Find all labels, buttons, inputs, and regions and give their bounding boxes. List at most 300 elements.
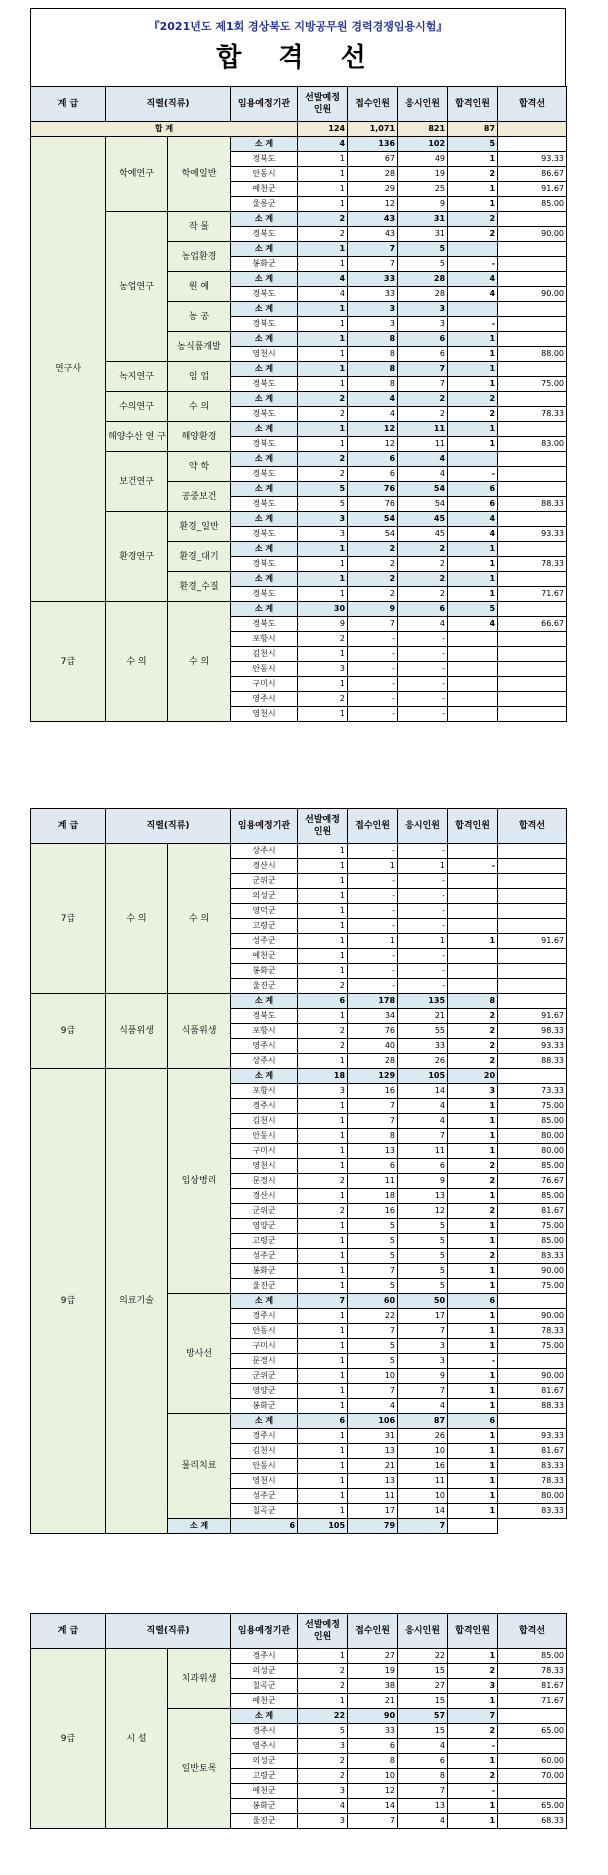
attended-cell: 11 <box>398 437 448 452</box>
agency-cell: 소 계 <box>231 212 298 227</box>
cutoff-cell <box>498 572 567 587</box>
agency-cell: 구미시 <box>231 677 298 692</box>
passed-cell: 7 <box>398 1519 448 1534</box>
applied-cell: 43 <box>348 227 398 242</box>
cutoff-cell: 80.00 <box>498 1144 567 1159</box>
cutoff-cell <box>498 542 567 557</box>
planned-cell: 1 <box>298 257 348 272</box>
applied-cell: - <box>348 979 398 994</box>
passed-cell <box>448 662 498 677</box>
applied-cell: 6 <box>348 1159 398 1174</box>
document-title: 합 격 선 <box>216 43 380 73</box>
attended-cell: 17 <box>398 1309 448 1324</box>
cutoff-cell: 71.67 <box>498 587 567 602</box>
planned-cell: 1 <box>298 904 348 919</box>
cutoff-cell <box>498 392 567 407</box>
planned-cell: 6 <box>298 1414 348 1429</box>
planned-cell: 5 <box>298 482 348 497</box>
cutoff-cell: 81.67 <box>498 1444 567 1459</box>
agency-cell: 경산시 <box>231 1189 298 1204</box>
passed-cell: 2 <box>448 212 498 227</box>
attended-cell: 31 <box>398 227 448 242</box>
table-row <box>31 844 567 859</box>
applied-cell: 129 <box>348 1069 398 1084</box>
planned-cell: 1 <box>298 182 348 197</box>
cutoff-cell <box>448 1519 498 1534</box>
attended-cell: 4 <box>398 1099 448 1114</box>
subtotal-row <box>31 512 567 527</box>
agency-cell: 경북도 <box>231 227 298 242</box>
planned-cell: 1 <box>298 572 348 587</box>
header-attended: 응시인원 <box>398 1614 448 1649</box>
planned-cell: 1 <box>298 1354 348 1369</box>
applied-cell: 7 <box>348 1264 398 1279</box>
class-cell: 식품위생 <box>168 994 231 1069</box>
cutoff-cell <box>498 632 567 647</box>
class-cell: 학예일반 <box>168 137 231 212</box>
agency-cell: 영천시 <box>231 1159 298 1174</box>
passed-cell: 2 <box>448 392 498 407</box>
planned-cell: 1 <box>298 1429 348 1444</box>
agency-cell: 소 계 <box>231 392 298 407</box>
title-box <box>30 8 566 87</box>
cutoff-cell: 85.00 <box>498 1114 567 1129</box>
cutoff-cell: 78.33 <box>498 1474 567 1489</box>
agency-cell: 안동시 <box>231 1324 298 1339</box>
applied-cell: - <box>348 904 398 919</box>
attended-cell: 14 <box>398 1084 448 1099</box>
cutoff-cell <box>498 662 567 677</box>
applied-cell: 5 <box>348 1249 398 1264</box>
passed-cell: 2 <box>448 1769 498 1784</box>
subtotal-row <box>31 212 567 227</box>
agency-cell: 소 계 <box>231 602 298 617</box>
planned-cell: 1 <box>298 197 348 212</box>
agency-cell: 의성군 <box>231 889 298 904</box>
attended-cell: 7 <box>398 362 448 377</box>
planned-cell: 1 <box>298 949 348 964</box>
applied-cell: 8 <box>348 1754 398 1769</box>
passed-cell <box>448 904 498 919</box>
applied-cell: 33 <box>348 272 398 287</box>
planned-cell: 1 <box>298 1279 348 1294</box>
planned-cell: 1 <box>298 362 348 377</box>
agency-cell: 경주시 <box>231 1649 298 1664</box>
agency-cell: 영천시 <box>231 347 298 362</box>
passed-cell: 1 <box>448 362 498 377</box>
attended-cell: 10 <box>398 1444 448 1459</box>
attended-cell: 54 <box>398 482 448 497</box>
planned-cell: 1 <box>298 557 348 572</box>
series-cell: 수 의 <box>106 844 168 994</box>
agency-cell: 소 계 <box>231 272 298 287</box>
applied-cell: 8 <box>348 1129 398 1144</box>
passed-cell <box>448 844 498 859</box>
series-cell: 수의연구 <box>106 392 168 422</box>
attended-cell: 2 <box>398 542 448 557</box>
planned-cell: 3 <box>298 1084 348 1099</box>
passed-cell: 1 <box>448 1474 498 1489</box>
applied-cell: 33 <box>348 1724 398 1739</box>
attended-cell: - <box>398 964 448 979</box>
header-agency: 임용예정기관 <box>231 809 298 844</box>
applied-cell: 5 <box>348 1279 398 1294</box>
attended-cell: 45 <box>398 527 448 542</box>
cutoff-cell: 93.33 <box>498 1039 567 1054</box>
agency-cell: 경북도 <box>231 437 298 452</box>
planned-cell: 2 <box>298 452 348 467</box>
cutoff-cell: 60.00 <box>498 1754 567 1769</box>
agency-cell: 예천군 <box>231 949 298 964</box>
cutoff-cell: 75.00 <box>498 377 567 392</box>
passed-cell: 1 <box>448 1649 498 1664</box>
planned-cell: 2 <box>298 692 348 707</box>
applied-cell: 76 <box>348 497 398 512</box>
agency-cell: 봉화군 <box>231 964 298 979</box>
planned-cell: 1 <box>298 377 348 392</box>
agency-cell: 경북도 <box>231 467 298 482</box>
attended-cell: 7 <box>398 377 448 392</box>
passed-cell: - <box>448 1354 498 1369</box>
attended-cell: - <box>398 889 448 904</box>
class-cell: 임상병리 <box>168 1069 231 1294</box>
attended-cell: 6 <box>398 332 448 347</box>
applied-cell: 18 <box>348 1189 398 1204</box>
planned-cell: 3 <box>298 512 348 527</box>
passed-cell: 1 <box>448 347 498 362</box>
applied-cell: 11 <box>348 1489 398 1504</box>
planned-cell: 5 <box>298 497 348 512</box>
passed-cell: 2 <box>448 1024 498 1039</box>
attended-cell: 5 <box>398 257 448 272</box>
header-passed: 합격인원 <box>448 87 498 122</box>
grade-cell: 9급 <box>31 994 106 1069</box>
series-cell: 수 의 <box>106 602 168 722</box>
agency-cell: 소 계 <box>231 242 298 257</box>
cutoff-cell: 83.33 <box>498 1249 567 1264</box>
planned-cell: 5 <box>298 1724 348 1739</box>
cutoff-cell <box>498 212 567 227</box>
cutoff-cell <box>498 677 567 692</box>
cutoff-cell: 65.00 <box>498 1724 567 1739</box>
applied-cell: 6 <box>348 1739 398 1754</box>
applied-cell: 7 <box>348 242 398 257</box>
applied-cell: 54 <box>348 527 398 542</box>
applied-cell: 11 <box>348 1174 398 1189</box>
agency-cell: 소 계 <box>231 302 298 317</box>
applied-cell: 16 <box>348 1204 398 1219</box>
applied-cell: 19 <box>348 1664 398 1679</box>
planned-cell: 2 <box>298 407 348 422</box>
table-header-row <box>31 87 567 122</box>
cutoff-cell: 83.33 <box>498 1504 567 1519</box>
attended-cell: - <box>398 904 448 919</box>
cutoff-cell <box>498 272 567 287</box>
cutoff-cell: 88.33 <box>498 1054 567 1069</box>
passed-cell <box>448 242 498 257</box>
agency-cell: 고령군 <box>231 1769 298 1784</box>
passed-cell: 1 <box>448 1114 498 1129</box>
grand-total-planned: 124 <box>298 122 348 137</box>
planned-cell: 9 <box>298 617 348 632</box>
attended-cell: 15 <box>398 1664 448 1679</box>
attended-cell: 3 <box>398 1354 448 1369</box>
applied-cell: 12 <box>348 197 398 212</box>
results-table-2 <box>30 808 567 1534</box>
passed-cell: - <box>448 257 498 272</box>
passed-cell: 1 <box>448 1264 498 1279</box>
grade-cell: 9급 <box>31 1649 106 1829</box>
planned-cell: 6 <box>298 994 348 1009</box>
agency-cell: 소 계 <box>231 1414 298 1429</box>
agency-cell: 고령군 <box>231 919 298 934</box>
applied-cell: 17 <box>348 1504 398 1519</box>
applied-cell: - <box>348 889 398 904</box>
agency-cell: 울진군 <box>231 979 298 994</box>
planned-cell: 1 <box>298 919 348 934</box>
applied-cell: 7 <box>348 617 398 632</box>
cutoff-cell: 78.33 <box>498 1664 567 1679</box>
attended-cell: - <box>398 949 448 964</box>
series-cell: 식품위생 <box>106 994 168 1069</box>
cutoff-cell: 85.00 <box>498 1189 567 1204</box>
applied-cell: 28 <box>348 167 398 182</box>
agency-cell: 문경시 <box>231 1354 298 1369</box>
agency-cell: 봉화군 <box>231 257 298 272</box>
planned-cell: 1 <box>298 347 348 362</box>
attended-cell: 31 <box>398 212 448 227</box>
header-grade: 계 급 <box>31 809 106 844</box>
agency-cell: 영천시 <box>231 707 298 722</box>
passed-cell: 1 <box>448 1489 498 1504</box>
attended-cell: 6 <box>398 1754 448 1769</box>
cutoff-cell <box>498 859 567 874</box>
cutoff-cell: 83.00 <box>498 437 567 452</box>
agency-cell: 칠곡군 <box>231 1679 298 1694</box>
agency-cell: 봉화군 <box>231 1799 298 1814</box>
applied-cell: 9 <box>348 602 398 617</box>
series-cell: 녹지연구 <box>106 362 168 392</box>
planned-cell: 3 <box>298 1784 348 1799</box>
agency-cell: 경주시 <box>231 1309 298 1324</box>
attended-cell: 12 <box>398 1204 448 1219</box>
planned-cell: 2 <box>298 1664 348 1679</box>
attended-cell: - <box>398 844 448 859</box>
grade-cell: 7급 <box>31 602 106 722</box>
cutoff-cell <box>498 257 567 272</box>
cutoff-cell: 85.00 <box>498 197 567 212</box>
cutoff-cell <box>498 904 567 919</box>
cutoff-cell: 81.67 <box>498 1384 567 1399</box>
attended-cell: 7 <box>398 1384 448 1399</box>
agency-cell: 소 계 <box>231 1069 298 1084</box>
cutoff-cell: 85.00 <box>498 1649 567 1664</box>
agency-cell: 영천시 <box>231 1474 298 1489</box>
cutoff-cell <box>498 452 567 467</box>
cutoff-cell: 81.67 <box>498 1679 567 1694</box>
cutoff-cell <box>498 512 567 527</box>
agency-cell: 영주시 <box>231 692 298 707</box>
cutoff-cell <box>498 242 567 257</box>
passed-cell: 2 <box>448 1039 498 1054</box>
class-cell: 공중보건 <box>168 482 231 512</box>
attended-cell: - <box>398 919 448 934</box>
attended-cell: 8 <box>398 1769 448 1784</box>
agency-cell: 봉화군 <box>231 1264 298 1279</box>
applied-cell: - <box>348 662 398 677</box>
header-planned: 선발예정 인원 <box>298 1614 348 1649</box>
agency-cell: 소 계 <box>231 422 298 437</box>
agency-cell: 성주군 <box>231 1489 298 1504</box>
attended-cell: 5 <box>398 1264 448 1279</box>
attended-cell: 22 <box>398 1649 448 1664</box>
series-cell: 보건연구 <box>106 452 168 512</box>
applied-cell: 21 <box>348 1459 398 1474</box>
attended-cell: - <box>398 632 448 647</box>
attended-cell: 3 <box>398 302 448 317</box>
passed-cell: 5 <box>448 602 498 617</box>
subtotal-row <box>31 137 567 152</box>
cutoff-cell: 88.00 <box>498 347 567 362</box>
planned-cell: 2 <box>298 467 348 482</box>
cutoff-cell <box>498 979 567 994</box>
passed-cell: 1 <box>448 1429 498 1444</box>
cutoff-cell: 90.00 <box>498 1264 567 1279</box>
applied-cell: 5 <box>348 1354 398 1369</box>
applied-cell: 12 <box>348 1784 398 1799</box>
passed-cell: 1 <box>448 1189 498 1204</box>
results-table-1 <box>30 86 567 722</box>
agency-cell: 경북도 <box>231 152 298 167</box>
applied-cell: 29 <box>348 182 398 197</box>
applied-cell: 13 <box>348 1444 398 1459</box>
applied-cell: 8 <box>348 362 398 377</box>
class-cell: 수 의 <box>168 392 231 422</box>
passed-cell: 6 <box>448 1294 498 1309</box>
applied-cell: 5 <box>348 1339 398 1354</box>
passed-cell: 1 <box>448 587 498 602</box>
passed-cell: 1 <box>448 1444 498 1459</box>
agency-cell: 예천군 <box>231 1784 298 1799</box>
attended-cell: 26 <box>398 1429 448 1444</box>
passed-cell: 4 <box>448 287 498 302</box>
passed-cell <box>448 949 498 964</box>
agency-cell: 소 계 <box>231 1294 298 1309</box>
planned-cell: 1 <box>298 1249 348 1264</box>
cutoff-cell <box>498 362 567 377</box>
attended-cell: 55 <box>398 1024 448 1039</box>
class-cell: 환경_대기 <box>168 542 231 572</box>
applied-cell: 7 <box>348 1324 398 1339</box>
cutoff-cell: 75.00 <box>498 1099 567 1114</box>
applied-cell: 7 <box>348 1814 398 1829</box>
applied-cell: 4 <box>348 1399 398 1414</box>
passed-cell: 1 <box>448 1459 498 1474</box>
agency-cell: 상주시 <box>231 1054 298 1069</box>
planned-cell: 3 <box>298 1814 348 1829</box>
agency-cell: 의성군 <box>231 1754 298 1769</box>
agency-cell: 경북도 <box>231 1009 298 1024</box>
attended-cell: - <box>398 647 448 662</box>
planned-cell: 3 <box>298 662 348 677</box>
grand-total-attended: 821 <box>398 122 448 137</box>
applied-cell: - <box>348 964 398 979</box>
passed-cell: 1 <box>448 557 498 572</box>
planned-cell: 1 <box>298 1099 348 1114</box>
attended-cell: 13 <box>398 1799 448 1814</box>
planned-cell: 1 <box>298 874 348 889</box>
attended-cell: 4 <box>398 1114 448 1129</box>
cutoff-cell <box>498 692 567 707</box>
class-cell: 작 물 <box>168 212 231 242</box>
subtotal-row <box>31 392 567 407</box>
cutoff-cell: 90.00 <box>498 287 567 302</box>
grand-total-cutoff <box>498 122 567 137</box>
applied-cell: - <box>348 632 398 647</box>
attended-cell: 33 <box>398 1039 448 1054</box>
planned-cell: 2 <box>298 632 348 647</box>
attended-cell: 6 <box>398 1159 448 1174</box>
attended-cell: 4 <box>398 452 448 467</box>
attended-cell: 19 <box>398 167 448 182</box>
applied-cell: 31 <box>348 1429 398 1444</box>
passed-cell: 1 <box>448 182 498 197</box>
passed-cell: 1 <box>448 1099 498 1114</box>
planned-cell: 1 <box>298 1649 348 1664</box>
applied-cell: 33 <box>348 287 398 302</box>
agency-cell: 울릉군 <box>231 197 298 212</box>
cutoff-cell <box>498 137 567 152</box>
applied-cell: 67 <box>348 152 398 167</box>
passed-cell: 1 <box>448 1814 498 1829</box>
passed-cell: 1 <box>448 1309 498 1324</box>
passed-cell: 2 <box>448 227 498 242</box>
agency-cell: 울진군 <box>231 1279 298 1294</box>
agency-cell: 군위군 <box>231 1204 298 1219</box>
planned-cell: 1 <box>298 1054 348 1069</box>
agency-cell: 소 계 <box>231 332 298 347</box>
cutoff-cell: 81.67 <box>498 1204 567 1219</box>
passed-cell: 2 <box>448 1724 498 1739</box>
planned-cell: 3 <box>298 527 348 542</box>
agency-cell: 소 계 <box>231 572 298 587</box>
passed-cell: 1 <box>448 1369 498 1384</box>
agency-cell: 고령군 <box>231 1234 298 1249</box>
passed-cell: - <box>448 859 498 874</box>
cutoff-cell <box>498 844 567 859</box>
applied-cell: 2 <box>348 557 398 572</box>
agency-cell: 안동시 <box>231 1129 298 1144</box>
planned-cell: 1 <box>298 587 348 602</box>
agency-cell: 소 계 <box>231 452 298 467</box>
cutoff-cell <box>498 1414 567 1429</box>
subtotal-row <box>31 602 567 617</box>
planned-cell: 1 <box>298 677 348 692</box>
attended-cell: 4 <box>398 617 448 632</box>
agency-cell: 소 계 <box>231 994 298 1009</box>
header-applied: 접수인원 <box>348 87 398 122</box>
passed-cell: 2 <box>448 1204 498 1219</box>
agency-cell: 군위군 <box>231 1369 298 1384</box>
passed-cell: 1 <box>448 542 498 557</box>
cutoff-cell <box>498 1069 567 1084</box>
grade-cell: 연구사 <box>31 137 106 602</box>
planned-cell: 1 <box>298 1399 348 1414</box>
series-cell: 해양수산 연 구 <box>106 422 168 452</box>
applied-cell: 10 <box>348 1769 398 1784</box>
applied-cell: 76 <box>348 482 398 497</box>
attended-cell: - <box>398 662 448 677</box>
